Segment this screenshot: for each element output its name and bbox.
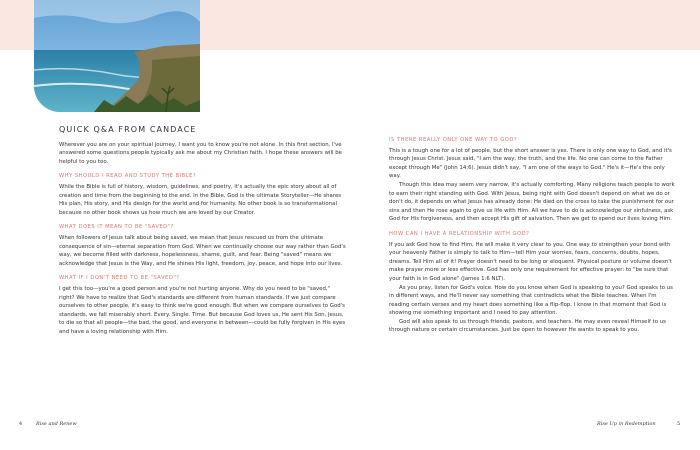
intro-paragraph: Wherever you are on your spiritual journey, I want you to know you're not alone. In this first section, I've answered some questions people typically ask me about my Christian faith. I hope these answers will be helpful to you too.	[59, 141, 342, 165]
section-paragraph: As you pray, listen for God's voice. How do you know when God is speaking to you? God speaks to us in different ways, and He'll never say something that contradicts what the Bible teaches. When I'm reading certain verses and my heart does something like a flip-flop, I know in that moment that God is showing me something important and I need to pay attention.	[389, 284, 673, 317]
section-paragraph: Though this idea may seem very narrow, it's actually comforting. Many religions teach people to work to earn their right standing with God. With Jesus, being right with God doesn't depend on what we do or don't do, it depends on what Jesus has already done: He died on the cross to take the punishment for our sins and then He rose again to give us life with Him. All we have to do is acknowledge our sinfulness, ask God for His forgiveness, and then accept His gift of salvation. Then we get to spend our lives loving Him.	[389, 181, 675, 223]
section-paragraph: If you ask God how to find Him, He will make it very clear to you. One way to strengthen your bond with your heavenly Father is simply to talk to Him—tell Him your worries, fears, concerns, doubts, hopes, dreams. Tell Him all of it! Prayer doesn't need to be long or eloquent. Physical posture or volume doesn't make prayer more or less effective. God has only one requirement for effective prayer: to "be sure that your faith is in God alone" (James 1:6 NLT).	[389, 241, 672, 282]
section-title: IS THERE REALLY ONLY ONE WAY TO GOD?	[389, 137, 518, 143]
section-title: WHY SHOULD I READ AND STUDY THE BIBLE?	[59, 173, 197, 180]
page-heading: QUICK Q&A FROM CANDACE	[59, 125, 197, 134]
section-paragraph: God will also speak to us through friends, pastors, and teachers. He may even reveal Himself to us through nature or certain circumstances. Just be open to however He wants to speak to you.	[389, 318, 666, 334]
right-column	[389, 136, 677, 335]
section-paragraph: This is a tough one for a lot of people, but the short answer is yes. There is only one way to God, and it's through Jesus Christ. Jesus said, "I am the way, the truth, and the life. No one can come to the Father except through Me" (John 14:6). Jesus didn't say, "I am one of the ways to God." He's it—He's the only way.	[389, 147, 672, 180]
section-title: WHAT DOES IT MEAN TO BE "SAVED"?	[59, 224, 174, 231]
right-page-number: 5	[677, 421, 681, 427]
section-title: WHAT IF I DON'T NEED TO BE "SAVED"?	[59, 275, 180, 282]
section-paragraph: While the Bible is full of history, wisdom, guidelines, and poetry, it's actually the epic story about all of creation and time from the beginning to the end. In the Bible, God is the ultimate Storyteller—He shares His plan, His story, and His design for the world and for humanity. No other book is so transformational because no other book shows us how much we are loved by our Creator.	[59, 183, 342, 216]
left-page-number: 4	[19, 421, 23, 427]
section-title: HOW CAN I HAVE A RELATIONSHIP WITH GOD?	[389, 230, 530, 237]
right-running-title: Rise Up in Redemption	[597, 421, 656, 427]
section-paragraph: I get this too—you're a good person and you're not hurting anyone. Why do you need to be "saved," right? We have to realize that God's standards are different from human standards. If we just compare ourselves to other people, it's easy to think we're good enough. But when we compare ourselves to God's standards, we fall miserably short. Every. Single. Time. But because God loves us, He sent His Son, Jesus, to die so that all people—the bad, the good, and everyone in between—could be fully forgiven in His eyes and have a loving relationship with Him.	[59, 285, 346, 335]
ocean-cliff-photo	[34, 0, 200, 112]
left-running-title: Rise and Renew	[36, 421, 77, 427]
section-paragraph: When followers of Jesus talk about being saved, we mean that Jesus rescued us from the ultimate consequence of sin—eternal separation from God. When we continually choose our way rather than God's way, we become filled with darkness, hopelessness, shame, guilt, and fear. Being "saved" means we acknowledge that Jesus is the Way, and He shines His light, freedom, joy, peace, and hope into our lives.	[59, 234, 346, 267]
left-column	[59, 126, 347, 336]
